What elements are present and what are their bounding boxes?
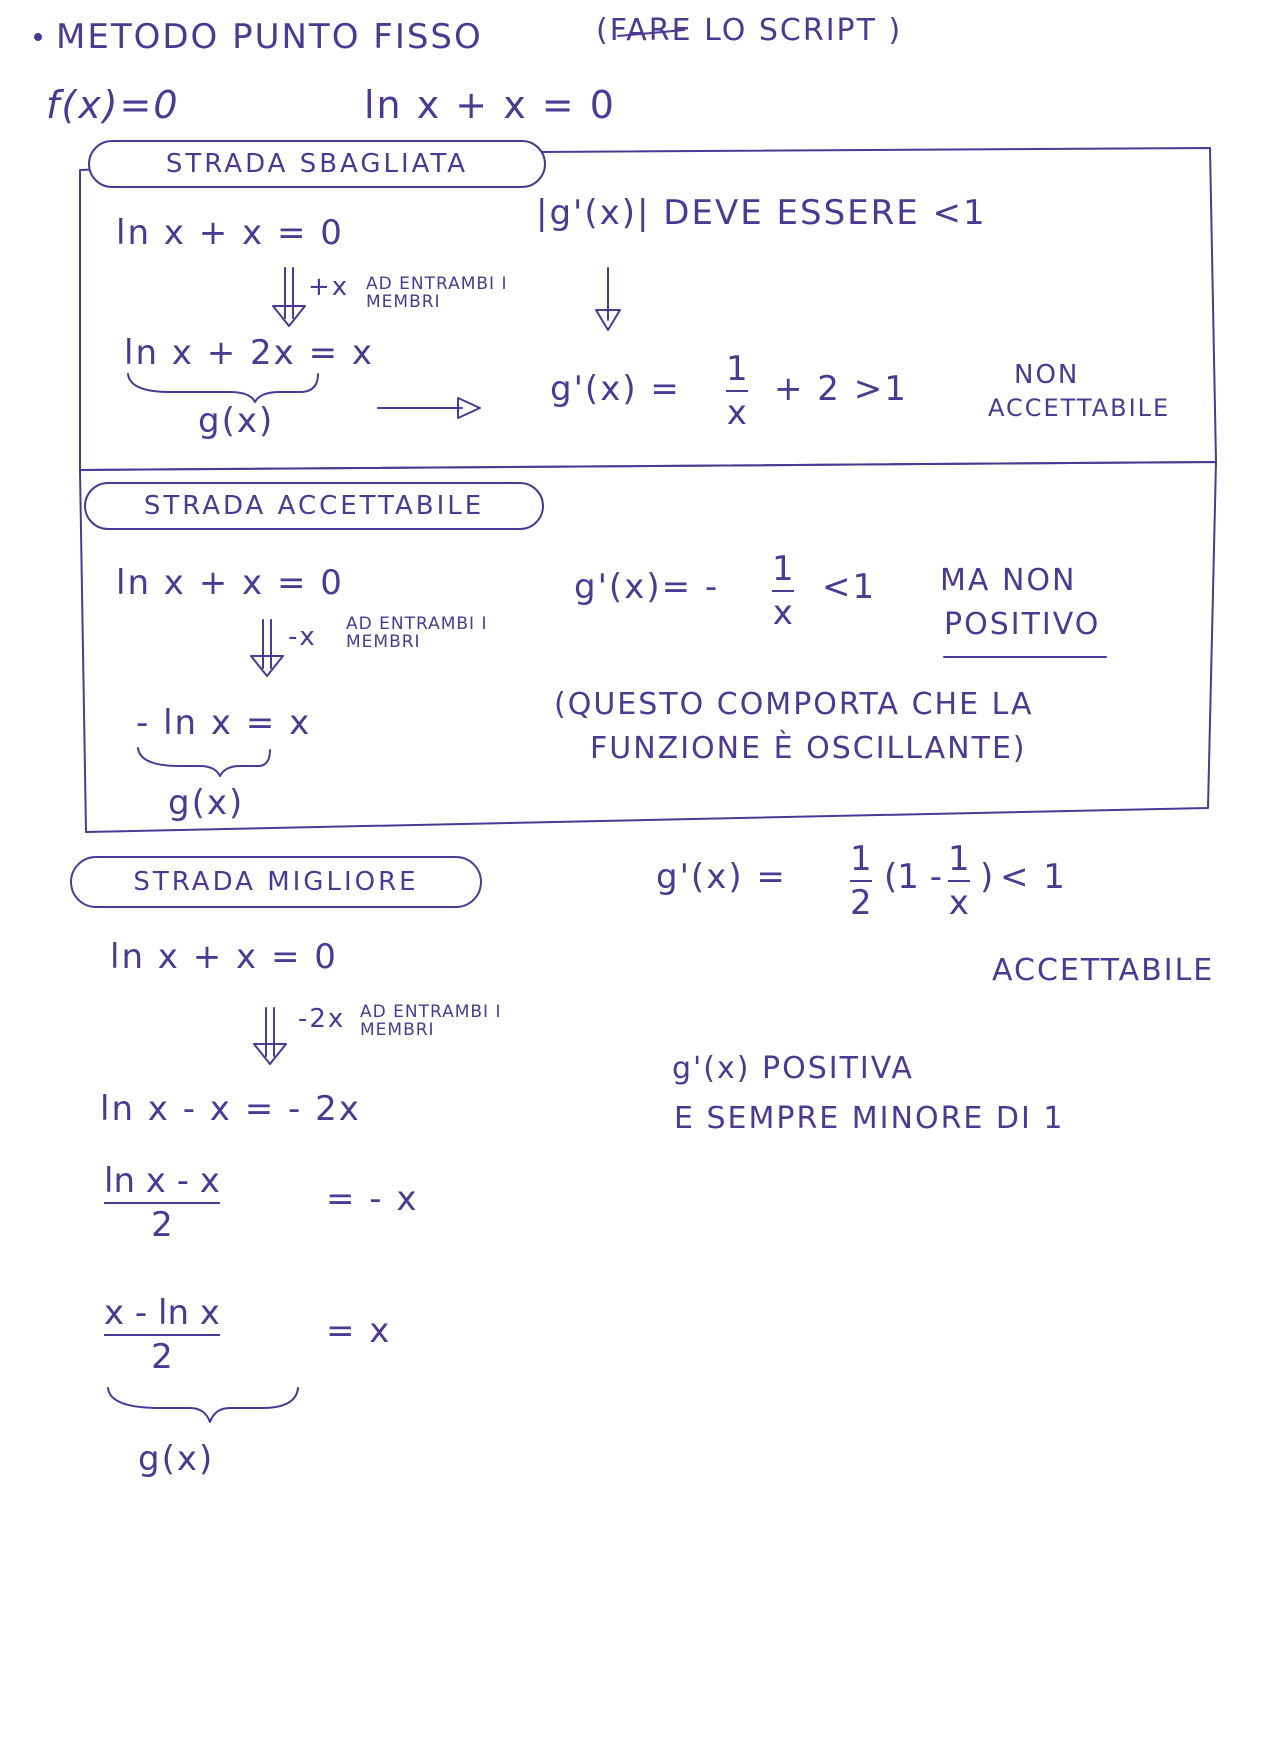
migliore-inner-fraction — [948, 839, 970, 923]
accettabile-comment-2: FUNZIONE È OSCILLANTE) — [590, 731, 1027, 766]
sbagliata-deriv-right: + 2 >1 — [774, 369, 908, 409]
page-title: METODO PUNTO FISSO — [56, 17, 483, 57]
migliore-note-1: g'(x) POSITIVA — [672, 1051, 914, 1086]
migliore-op-note: AD ENTRAMBI I MEMBRI — [360, 1002, 502, 1040]
sbagliata-eq1: ln x + x = 0 — [116, 213, 344, 253]
note-struck-word: FARE — [609, 13, 693, 48]
eq3-denominator: 2 — [151, 1205, 173, 1245]
accettabile-eq2: - ln x = x — [136, 703, 312, 743]
migliore-eq3-right: = - x — [326, 1179, 419, 1219]
accettabile-deriv-right: <1 — [822, 567, 877, 607]
sbagliata-deriv-left: g'(x) = — [550, 369, 681, 409]
bullet-icon — [34, 33, 42, 41]
accettabile-brace — [138, 748, 270, 776]
note-rest: LO SCRIPT ) — [692, 13, 903, 48]
eq3-numerator: ln x - x — [104, 1161, 220, 1201]
sbagliata-verdict-1: NON — [1014, 360, 1080, 390]
accettabile-verdict-2: POSITIVO — [944, 607, 1101, 642]
header-eq-right: ln x + x = 0 — [364, 83, 616, 127]
accettabile-op-note: AD ENTRAMBI I MEMBRI — [346, 614, 488, 652]
sbagliata-g: g(x) — [198, 401, 275, 441]
accettabile-fraction — [772, 549, 794, 633]
migliore-eq2: ln x - x = - 2x — [100, 1089, 361, 1129]
accettabile-comment-1: (QUESTO COMPORTA CHE LA — [554, 687, 1034, 722]
migliore-note-2: E SEMPRE MINORE DI 1 — [674, 1101, 1065, 1136]
script-note — [596, 13, 903, 48]
sbagliata-eq2: ln x + 2x = x — [124, 333, 375, 373]
migliore-eq4-fraction — [104, 1293, 220, 1377]
accettabile-g: g(x) — [168, 783, 245, 823]
half-numerator: 1 — [850, 839, 872, 879]
header-eq-left: f(x)=0 — [46, 83, 180, 127]
migliore-deriv-right: < 1 — [1000, 857, 1067, 897]
sbagliata-op: +x — [308, 272, 350, 302]
frac-numerator: 1 — [726, 349, 748, 389]
frac-denominator: x — [726, 393, 747, 433]
migliore-deriv-left: g'(x) = — [656, 857, 787, 897]
migliore-paren-close: ) — [980, 857, 996, 897]
sbagliata-verdict-2: ACCETTABILE — [988, 394, 1171, 422]
note-paren: ( — [596, 13, 610, 48]
migliore-half-fraction — [850, 839, 872, 923]
sbagliata-fraction — [726, 349, 748, 433]
migliore-eq4-right: = x — [326, 1311, 392, 1351]
migliore-op: -2x — [298, 1004, 346, 1034]
accettabile-label: STRADA ACCETTABILE — [84, 482, 544, 530]
sbagliata-brace — [128, 374, 318, 402]
migliore-eq1: ln x + x = 0 — [110, 937, 338, 977]
migliore-brace — [108, 1388, 298, 1422]
accettabile-verdict-1: MA NON — [940, 563, 1077, 598]
migliore-label: STRADA MIGLIORE — [70, 856, 482, 908]
accettabile-op: -x — [288, 622, 317, 652]
accettabile-deriv-left: g'(x)= - — [574, 567, 720, 607]
sbagliata-op-note: AD ENTRAMBI I MEMBRI — [366, 274, 508, 312]
migliore-eq3-fraction — [104, 1161, 220, 1245]
accettabile-eq1: ln x + x = 0 — [116, 563, 344, 603]
migliore-g: g(x) — [138, 1439, 215, 1479]
eq4-denominator: 2 — [151, 1337, 173, 1377]
frac-numerator: 1 — [772, 549, 794, 589]
migliore-paren-open: (1 - — [884, 857, 942, 897]
migliore-verdict: ACCETTABILE — [992, 953, 1215, 988]
frac-denominator: x — [772, 593, 793, 633]
inner-numerator: 1 — [948, 839, 970, 879]
sbagliata-label: STRADA SBAGLIATA — [88, 140, 546, 188]
sbagliata-cond: |g'(x)| DEVE ESSERE <1 — [536, 193, 987, 233]
half-denominator: 2 — [850, 883, 872, 923]
eq4-numerator: x - ln x — [104, 1293, 220, 1333]
inner-denominator: x — [948, 883, 969, 923]
